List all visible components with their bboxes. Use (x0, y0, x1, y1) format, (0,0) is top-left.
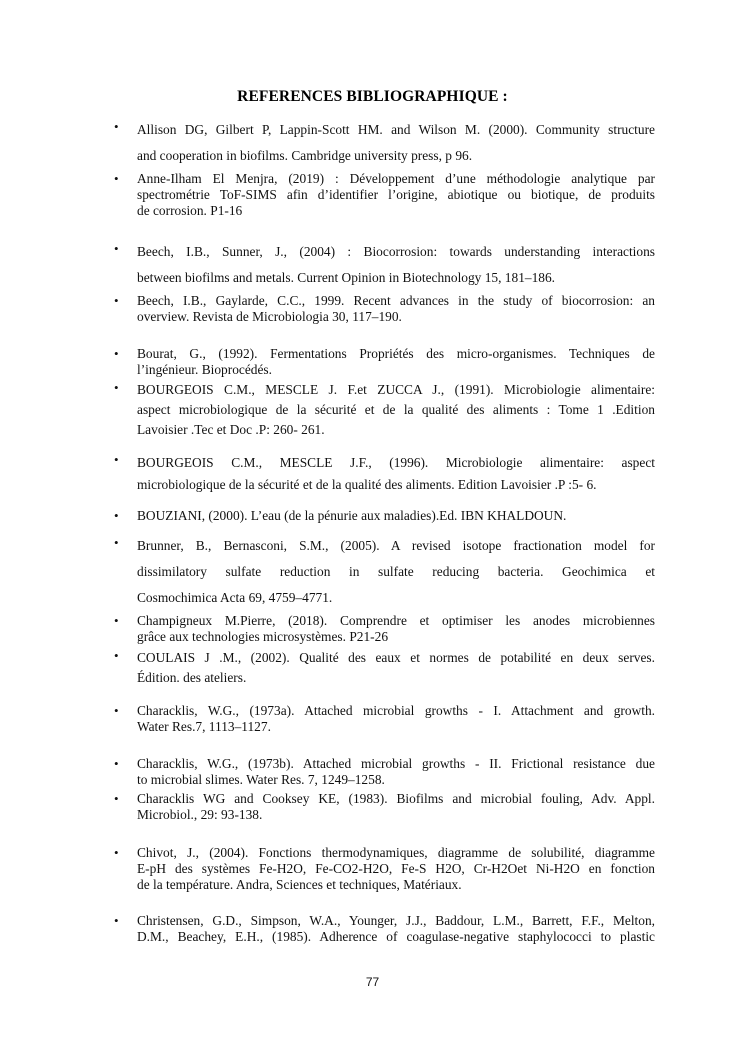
reference-line: Beech, I.B., Sunner, J., (2004) : Biocorrosion: towards understanding interactions (137, 244, 655, 259)
reference-item (114, 913, 655, 945)
reference-item (114, 845, 655, 893)
reference-line: BOURGEOIS C.M., MESCLE J. F.et ZUCCA J., (1991). Microbiologie alimentaire: (137, 382, 655, 397)
reference-line: Water Res.7, 1113–1127. (137, 719, 271, 734)
reference-item (114, 703, 655, 735)
reference-item (114, 613, 655, 645)
bullet: • (114, 380, 119, 395)
reference-line: and cooperation in biofilms. Cambridge university press, p 96. (137, 148, 473, 163)
reference-line: Characklis, W.G., (1973b). Attached microbial growths - II. Frictional resistance due (137, 756, 655, 771)
reference-line: Chivot, J., (2004). Fonctions thermodynamiques, diagramme de solubilité, diagramme (137, 845, 655, 860)
bullet: • (114, 791, 119, 806)
reference-item (114, 171, 655, 219)
bullet: • (114, 703, 119, 718)
reference-line: BOUZIANI, (2000). L’eau (de la pénurie aux maladies).Ed. IBN KHALDOUN. (137, 508, 567, 523)
reference-line: microbiologique de la sécurité et de la qualité des aliments. Edition Lavoisier .P :5- 6. (137, 477, 597, 492)
bullet: • (114, 293, 119, 308)
reference-line: to microbial slimes. Water Res. 7, 1249–1258. (137, 772, 385, 787)
bullet: • (114, 346, 119, 361)
reference-item (114, 239, 655, 291)
reference-item (114, 117, 655, 169)
reference-item (114, 791, 655, 823)
reference-line: D.M., Beachey, E.H., (1985). Adherence of coagulase-negative staphylococci to plastic (137, 929, 655, 944)
bullet: • (114, 845, 119, 860)
reference-line: Characklis, W.G., (1973a). Attached microbial growths - I. Attachment and growth. (137, 703, 655, 718)
bullet: • (114, 535, 119, 550)
reference-line: aspect microbiologique de la sécurité et de la qualité des aliments : Tome 1 .Edition (137, 402, 655, 417)
bullet: • (114, 171, 119, 186)
reference-item (114, 756, 655, 788)
bullet: • (114, 241, 119, 256)
reference-line: Édition. des ateliers. (137, 670, 247, 685)
reference-line: Microbiol., 29: 93-138. (137, 807, 263, 822)
bullet: • (114, 613, 119, 628)
bullet: • (114, 648, 119, 663)
reference-line: E-pH des systèmes Fe-H2O, Fe-CO2-H2O, Fe-S H2O, Cr-H2Oet Ni-H2O en fonction (137, 861, 655, 876)
reference-item (114, 533, 655, 611)
reference-item (114, 648, 655, 688)
reference-item (114, 380, 655, 440)
reference-line: de la température. Andra, Sciences et techniques, Matériaux. (137, 877, 462, 892)
reference-line: spectrométrie ToF-SIMS afin d’identifier l’origine, abiotique ou biotique, de produits (137, 187, 655, 202)
reference-line: BOURGEOIS C.M., MESCLE J.F., (1996). Microbiologie alimentaire: aspect (137, 455, 655, 470)
bullet: • (114, 756, 119, 771)
reference-line: Cosmochimica Acta 69, 4759–4771. (137, 590, 333, 605)
reference-line: Lavoisier .Tec et Doc .P: 260- 261. (137, 422, 325, 437)
reference-line: Bourat, G., (1992). Fermentations Propriétés des micro-organismes. Techniques de (137, 346, 655, 361)
reference-line: l’ingénieur. Bioprocédés. (137, 362, 272, 377)
reference-line: Champigneux M.Pierre, (2018). Comprendre et optimiser les anodes microbiennes (137, 613, 655, 628)
reference-line: COULAIS J .M., (2002). Qualité des eaux et normes de potabilité en deux serves. (137, 650, 655, 665)
bullet: • (114, 913, 119, 928)
reference-line: dissimilatory sulfate reduction in sulfate reducing bacteria. Geochimica et (137, 564, 655, 579)
reference-item (114, 346, 655, 378)
reference-line: Allison DG, Gilbert P, Lappin-Scott HM. and Wilson M. (2000). Community structure (137, 122, 655, 137)
bullet: • (114, 452, 119, 467)
reference-line: between biofilms and metals. Current Opinion in Biotechnology 15, 181–186. (137, 270, 556, 285)
reference-line: Christensen, G.D., Simpson, W.A., Younger, J.J., Baddour, L.M., Barrett, F.F., Melton, (137, 913, 655, 928)
reference-line: de corrosion. P1-16 (137, 203, 243, 218)
reference-line: Beech, I.B., Gaylarde, C.C., 1999. Recent advances in the study of biocorrosion: an (137, 293, 655, 308)
reference-line: Brunner, B., Bernasconi, S.M., (2005). A revised isotope fractionation model for (137, 538, 655, 553)
bullet: • (114, 508, 119, 523)
page-title: REFERENCES BIBLIOGRAPHIQUE : (237, 88, 508, 105)
reference-item (114, 293, 655, 325)
reference-item (114, 508, 655, 524)
bullet: • (114, 119, 119, 134)
reference-line: Anne-Ilham El Menjra, (2019) : Développement d’une méthodologie analytique par (137, 171, 655, 186)
page-number: 77 (365, 975, 380, 989)
reference-line: overview. Revista de Microbiologia 30, 117–190. (137, 309, 402, 324)
reference-line: Characklis WG and Cooksey KE, (1983). Biofilms and microbial fouling, Adv. Appl. (137, 791, 655, 806)
reference-line: grâce aux technologies microsystèmes. P21-26 (137, 629, 389, 644)
reference-item (114, 452, 655, 496)
